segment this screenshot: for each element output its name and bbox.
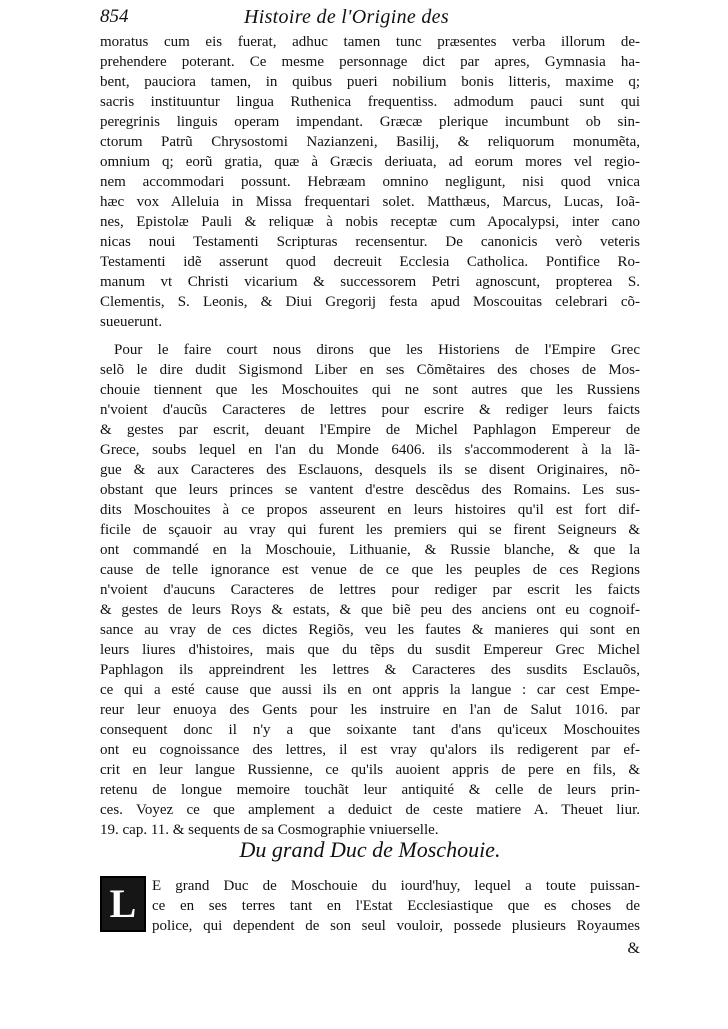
text-line: Clementis, S. Leonis, & Diui Gregorij festa apud Moscouitas celebrari cõ- xyxy=(100,294,640,310)
text-line: nem accommodari possunt. Hebræam omnino negligunt, nisi quod vnica xyxy=(100,174,640,190)
text-line: nicas noui Testamenti Scripturas recensentur. De canonicis verò veteris xyxy=(100,234,640,250)
text-line: ces. Voyez ce que amplement a deduict de ceste matiere A. Theuet liur. xyxy=(100,802,640,818)
text-line: sueuerunt. xyxy=(100,314,163,330)
text-line: n'voient d'aucuns Caracteres de lettres pour rediger par escrit les faicts xyxy=(100,582,640,598)
text-line: & gestes de leurs Roys & estats, & que biẽ peu des anciens ont eu cognoif- xyxy=(100,602,640,618)
text-line: selõ le dire dudit Sigismond Liber en ses Cõmẽtaires des choses de Mos- xyxy=(100,362,640,378)
text-line: ce en ses terres tant en l'Estat Ecclesiastique que es choses de xyxy=(152,898,640,914)
text-line: bent, pauciora tamen, in quibus pueri nobilium bonis litteris, maxime q; xyxy=(100,74,640,90)
text-line: retenu de longue memoire touchãt leur antiquité & celle de leurs prin- xyxy=(100,782,640,798)
text-line: omnium q; eorũ gratia, quæ à Græcis deriuata, ad eorum mores vel regio- xyxy=(100,154,640,170)
section-heading: Du grand Duc de Moschouie. xyxy=(239,837,501,862)
text-line: reur leur enuoya des Gents pour les instruire en l'an de Salut 1016. par xyxy=(100,702,640,718)
text-line: ctorum Patrũ Chrysostomi Nazianzeni, Basilij, & reliquorum monumẽta, xyxy=(100,134,640,150)
text-line: sance au vray de ces dictes Regiõs, veu les fautes & manieres qui sont en xyxy=(100,622,640,638)
text-line: moratus cum eis fuerat, adhuc tamen tunc præsentes verba illorum de- xyxy=(100,34,640,50)
final-paragraph-lines xyxy=(152,876,640,936)
text-line: nes, Epistolæ Pauli & reliquæ à nobis receptæ cum Apocalypsi, inter cano xyxy=(100,214,640,230)
text-line: Pour le faire court nous dirons que les Historiens de l'Empire Grec xyxy=(114,342,640,358)
text-line: gue & aux Caracteres des Esclauons, desquels ils se disent Originaires, nõ- xyxy=(100,462,640,478)
text-line: Paphlagon ils appreindrent les lettres & Caracteres des susdits Esclauõs, xyxy=(100,662,640,678)
text-line: chouie tiennent que les Moschouites qui ne sont autres que les Russiens xyxy=(100,382,640,398)
text-line: 19. cap. 11. & sequents de sa Cosmographie vniuerselle. xyxy=(100,822,439,838)
text-line: crit en leur langue Russienne, ce qu'ils auoient appris de pere en fils, & xyxy=(100,762,640,778)
latin-paragraph xyxy=(100,32,640,332)
body-text xyxy=(100,32,640,840)
french-paragraph xyxy=(100,340,640,840)
catchword: & xyxy=(627,940,640,957)
text-line: hæc vox Alleluia in Missa frequentari solet. Matthæus, Marcus, Lucas, Ioã- xyxy=(100,194,640,210)
text-line: n'voient d'aucũs Caracteres de lettres pour escrire & rediger leurs faicts xyxy=(100,402,640,418)
text-line: ficile de sçauoir au vray qui furent les premiers qui se firent Seigneurs & xyxy=(100,522,640,538)
text-line: sacris instituuntur lingua Ruthenica frequentiss. admodum pauci sunt qui xyxy=(100,94,640,110)
text-line: peregrinis linguis operam impendant. Græcæ plerique incumbunt ob sin- xyxy=(100,114,640,130)
text-line: manum vt Christi vicarium & successorem Petri agnoscunt, propterea S. xyxy=(100,274,640,290)
text-line: obstant que leurs princes se vantent d'estre descẽdus des Romains. Les sus- xyxy=(100,482,640,498)
text-line: ont commandé en la Moschouie, Lithuanie, & Russie blanche, & que la xyxy=(100,542,640,558)
text-line: prehendere poterant. Ce mesme personnage dict par apres, Gymnasia ha- xyxy=(100,54,640,70)
text-line: cause de telle ignorance est venue de ce que les peuples de ces Regions xyxy=(100,562,640,578)
text-line: ont eu cognoissance des lettres, il est vray qu'alors ils redigerent par ef- xyxy=(100,742,640,758)
text-line: Grece, soubs lequel en l'an du Monde 6406. ils s'accommoderent à la lã- xyxy=(100,442,640,458)
decorated-initial: L xyxy=(100,876,146,932)
text-line: E grand Duc de Moschouie du iourd'huy, lequel a toute puissan- xyxy=(152,878,640,894)
text-line: ce qui a esté cause que aussi ils en ont appris la langue : car cest Empe- xyxy=(100,682,640,698)
text-line: police, qui dependent de son seul vouloir, possede plusieurs Royaumes xyxy=(152,918,640,934)
text-line: consequent donc il n'y a que soixante tant d'ans qu'iceux Moschouites xyxy=(100,722,640,738)
text-line: Testamenti idẽ asserunt quod decreuit Ecclesia Catholica. Pontifice Ro- xyxy=(100,254,640,270)
final-paragraph xyxy=(100,876,640,936)
text-line: & gestes par escrit, deuant l'Empire de Michel Paphlagon Empereur de xyxy=(100,422,640,438)
page-number: 854 xyxy=(100,6,129,27)
text-line: dits Moschouites à ce propos asseurent en leurs histoires qu'il est fort dif- xyxy=(100,502,640,518)
text-line: leurs liures d'histoires, mais que du tẽps du susdit Empereur Grec Michel xyxy=(100,642,640,658)
running-head: Histoire de l'Origine des xyxy=(244,6,449,28)
page-header xyxy=(100,6,640,32)
